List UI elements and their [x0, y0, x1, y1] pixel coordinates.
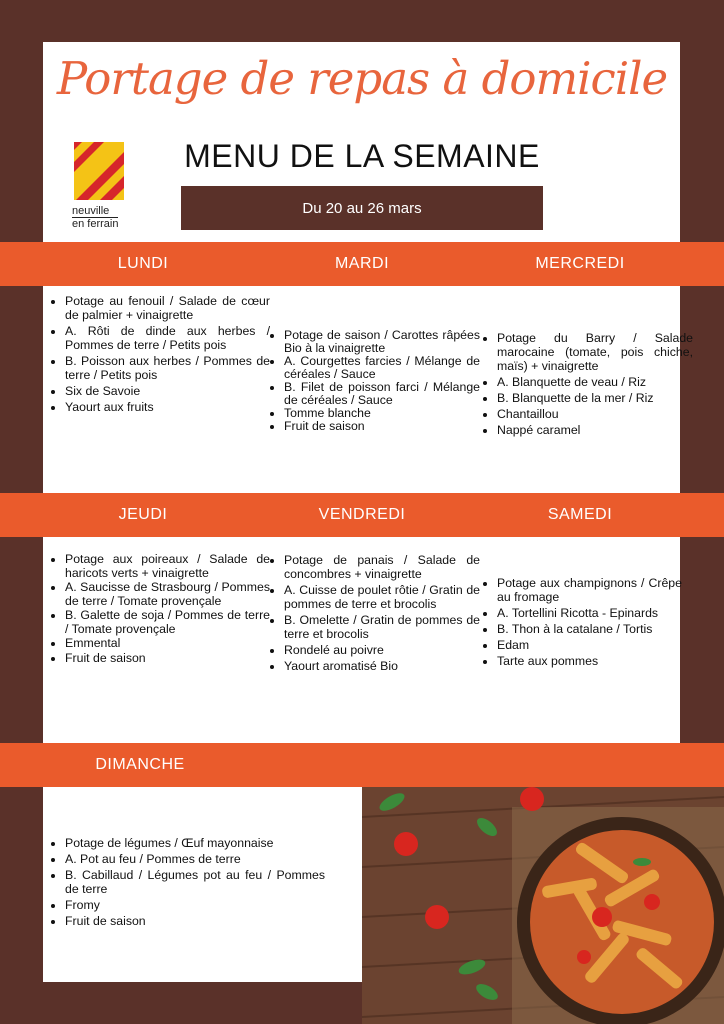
list-item: • A. Saucisse de Strasbourg / Pommes de terre / Tomate provençale — [65, 581, 270, 608]
list-item: • Potage aux champignons / Crêpe au fromage — [497, 576, 682, 604]
list-item: • B. Omelette / Gratin de pommes de terre et brocolis — [284, 613, 480, 641]
day-header-band-3 — [0, 743, 724, 787]
list-item: • Chantaillou — [497, 407, 693, 421]
list-item: • A. Blanquette de veau / Riz — [497, 375, 693, 389]
day-label-lundi: LUNDI — [117, 255, 169, 272]
day-header-band-1 — [0, 242, 724, 286]
day-label-vendredi: VENDREDI — [318, 506, 406, 523]
logo-line-2: en ferrain — [72, 218, 119, 230]
list-item: • Potage au fenouil / Salade de cœur de palmier + vinaigrette — [65, 294, 270, 322]
list-item: • A. Rôti de dinde aux herbes / Pommes de terre / Petits pois — [65, 324, 270, 352]
list-item: • A. Courgettes farcies / Mélange de céréales / Sauce — [284, 355, 480, 381]
list-item: • Yaourt aux fruits — [65, 400, 270, 414]
list-item: • A. Cuisse de poulet rôtie / Gratin de pommes de terre et brocolis — [284, 583, 480, 611]
menu-list-mardi — [262, 329, 480, 433]
menu-list-samedi — [475, 576, 682, 670]
day-label-dimanche: DIMANCHE — [95, 756, 185, 773]
menu-list-mercredi — [475, 331, 693, 439]
list-item: • B. Poisson aux herbes / Pommes de terre / Petits pois — [65, 354, 270, 382]
list-item: • B. Galette de soja / Pommes de terre / Tomate provençale — [65, 609, 270, 636]
list-item: • Rondelé au poivre — [284, 643, 480, 657]
list-item: • Potage de panais / Salade de concombres + vinaigrette — [284, 553, 480, 581]
list-item: • B. Blanquette de la mer / Riz — [497, 391, 693, 405]
list-item: • Fruit de saison — [65, 652, 270, 666]
list-item: • Potage de saison / Carottes râpées Bio à la vinaigrette — [284, 329, 480, 355]
list-item: • Emmental — [65, 637, 270, 651]
day-label-samedi: SAMEDI — [547, 506, 613, 523]
day-label-mardi: MARDI — [334, 255, 390, 272]
list-item: • Potage du Barry / Salade marocaine (tomate, pois chiche, maïs) + vinaigrette — [497, 331, 693, 373]
menu-list-dimanche — [43, 836, 325, 930]
list-item: • Potage de légumes / Œuf mayonnaise — [65, 836, 325, 850]
day-label-mercredi: MERCREDI — [535, 255, 625, 272]
menu-title: MENU DE LA SEMAINE — [184, 138, 540, 174]
logo-line-1: neuville — [72, 205, 110, 217]
menu-list-vendredi — [262, 553, 480, 675]
list-item: • Fromy — [65, 898, 325, 912]
list-item: • B. Cabillaud / Légumes pot au feu / Pommes de terre — [65, 868, 325, 896]
day-header-band-2 — [0, 493, 724, 537]
list-item: • Potage aux poireaux / Salade de haricots verts + vinaigrette — [65, 553, 270, 580]
pasta-dish-photo — [362, 787, 724, 1024]
list-item: • Tomme blanche — [284, 407, 480, 420]
list-item: • Six de Savoie — [65, 384, 270, 398]
list-item: • B. Thon à la catalane / Tortis — [497, 622, 682, 636]
list-item: • Fruit de saison — [284, 420, 480, 433]
script-title: Portage de repas à domicile — [56, 52, 668, 105]
menu-list-jeudi — [43, 553, 270, 666]
day-label-jeudi: JEUDI — [118, 506, 168, 523]
list-item: • Tarte aux pommes — [497, 654, 682, 668]
list-item: • Nappé caramel — [497, 423, 693, 437]
menu-list-lundi — [43, 294, 270, 416]
logo-text — [72, 205, 132, 230]
list-item: • B. Filet de poisson farci / Mélange de céréales / Sauce — [284, 381, 480, 407]
date-range-box — [181, 186, 543, 230]
list-item: • Yaourt aromatisé Bio — [284, 659, 480, 673]
list-item: • A. Pot au feu / Pommes de terre — [65, 852, 325, 866]
list-item: • Edam — [497, 638, 682, 652]
list-item: • Fruit de saison — [65, 914, 325, 928]
date-range: Du 20 au 26 mars — [302, 199, 422, 217]
list-item: • A. Tortellini Ricotta - Epinards — [497, 606, 682, 620]
